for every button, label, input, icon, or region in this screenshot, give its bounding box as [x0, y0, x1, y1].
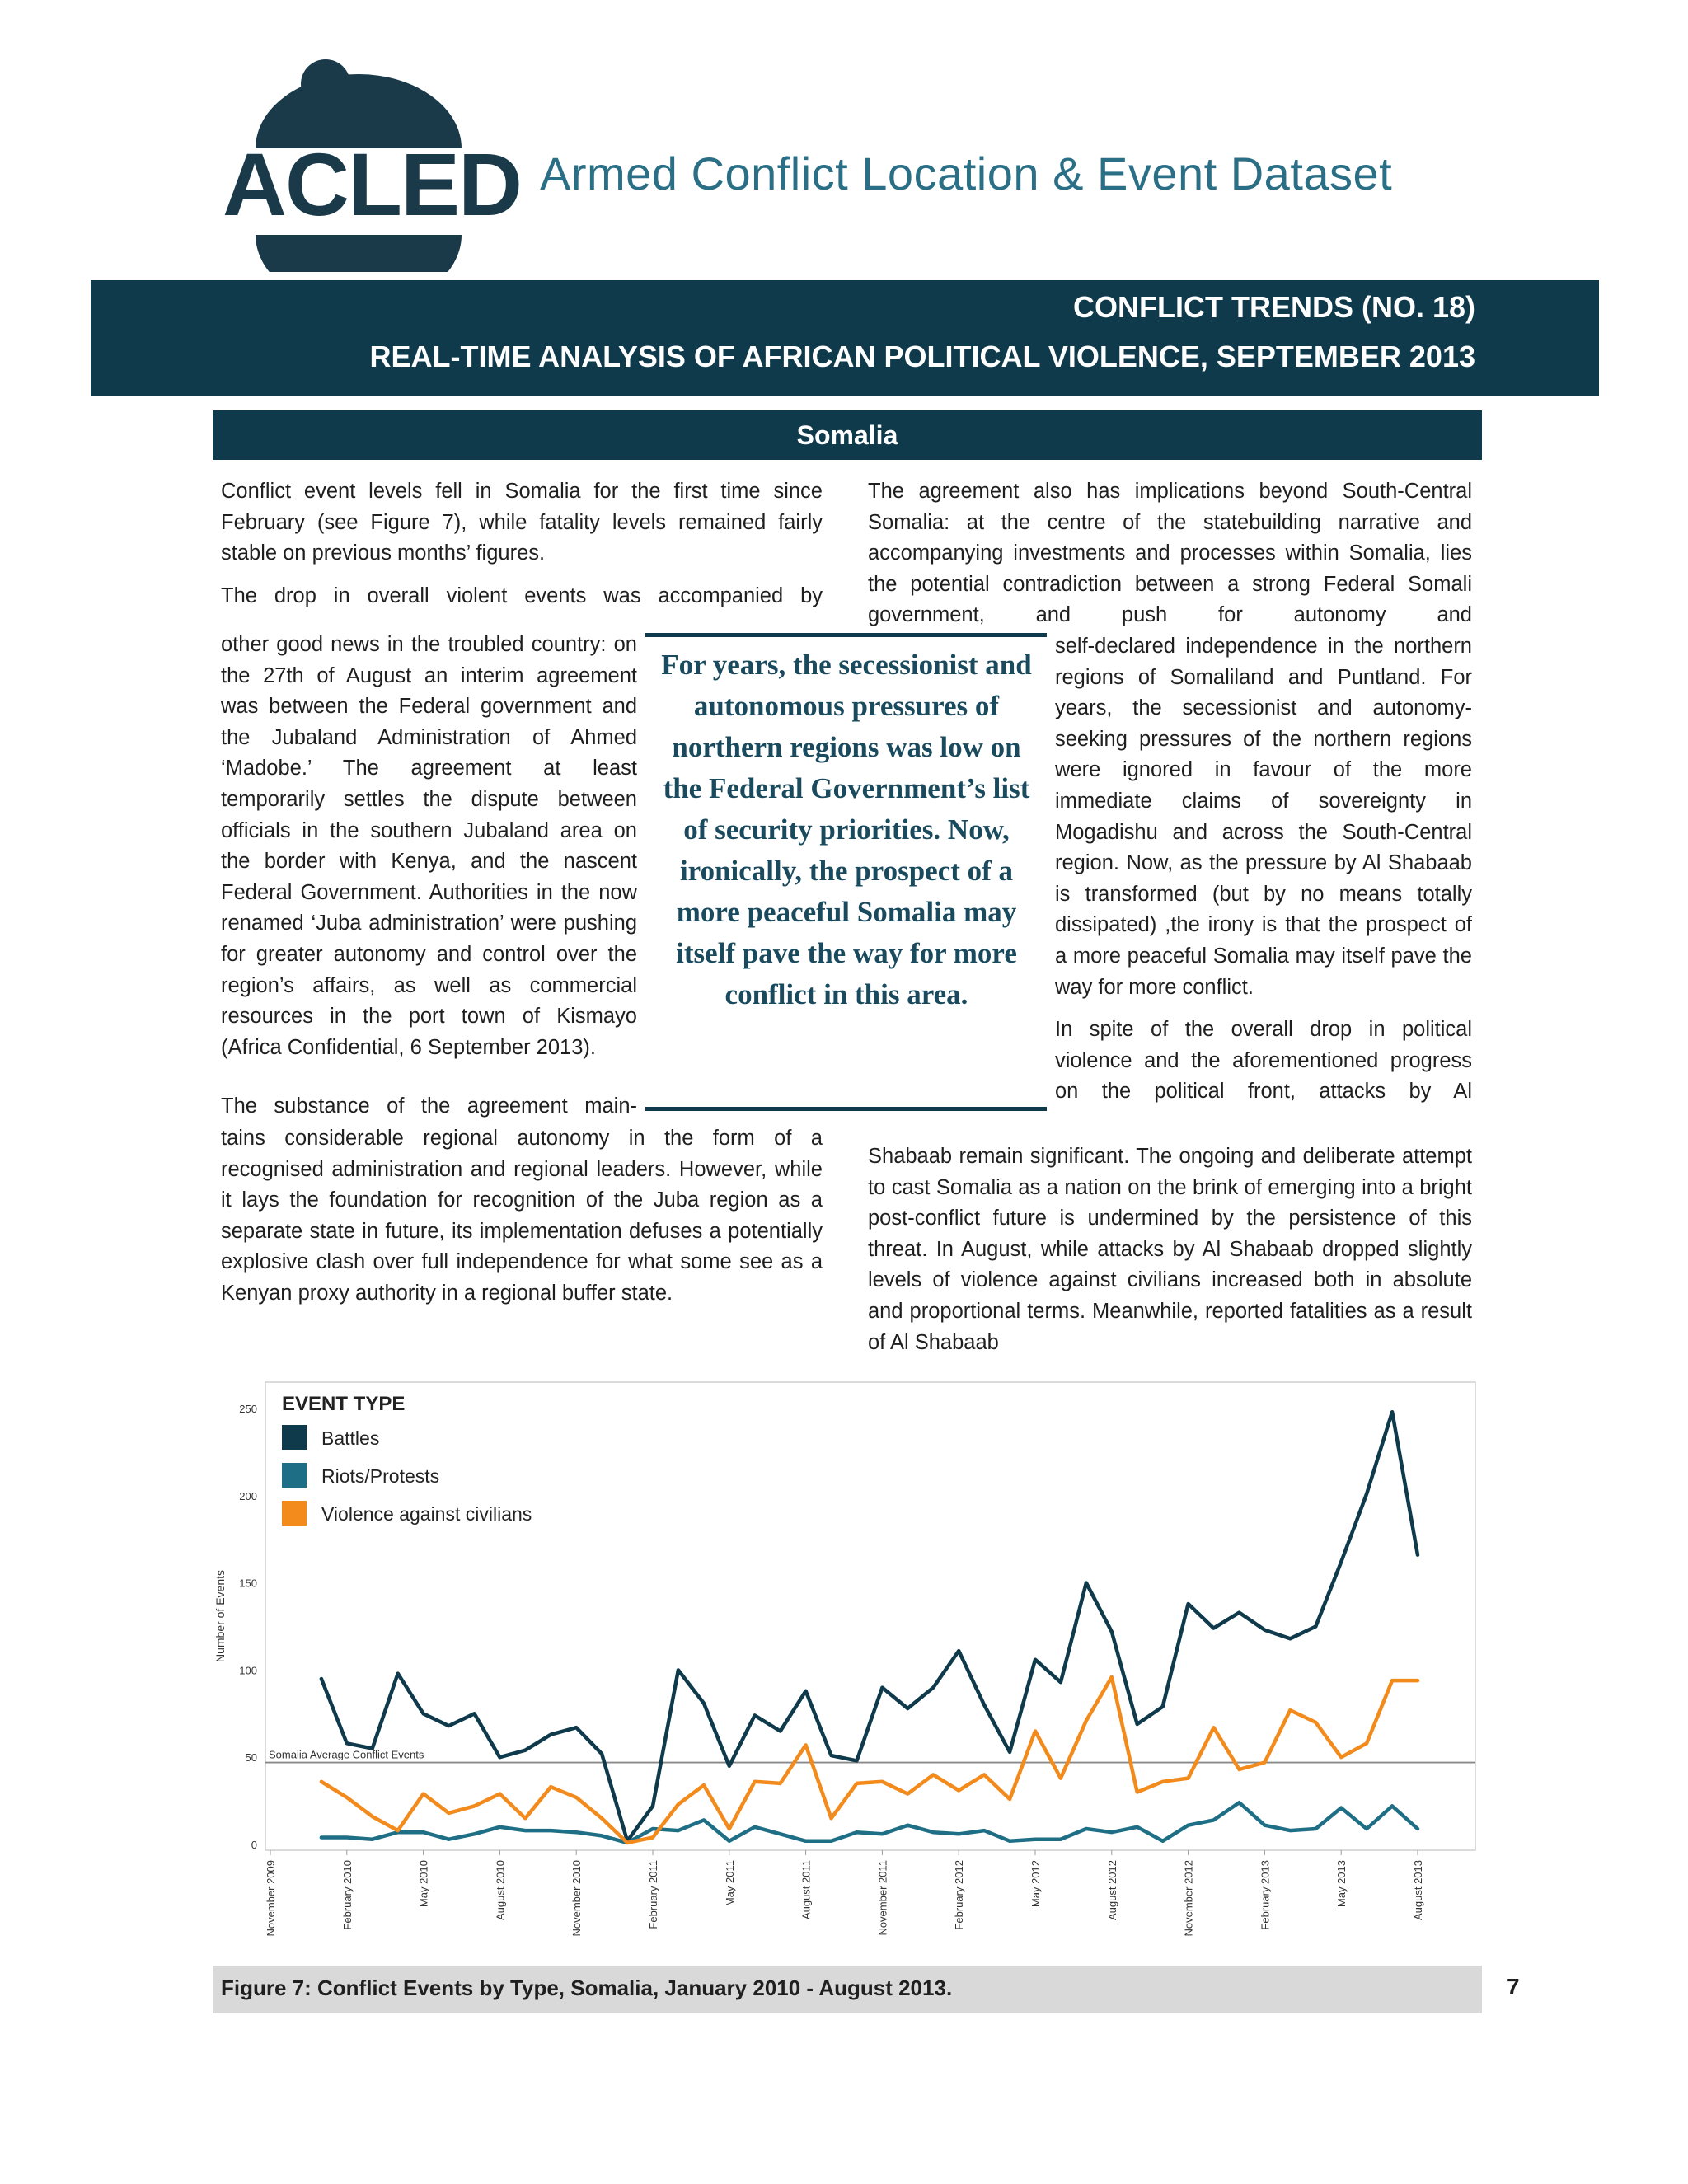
- left-paragraph-1: [221, 476, 823, 623]
- legend-title: EVENT TYPE: [282, 1393, 406, 1415]
- page-number: 7: [1507, 1974, 1520, 1999]
- x-tick-label: November 2011: [876, 1860, 889, 1936]
- agreement-paragraph: other good news in the troubled country: on the 27th of August an interim agreement was between the Federal government and the Jubaland Administration of Ahmed ‘Madobe.’ The agreement at least temporarily settles the dispute between officials in the southern Jubaland area on the border with Kenya, and the nascent Federal Government. Authorities in the now renamed ‘Juba administration’ were pushing for greater autonomy and control over the region’s affairs, as well as commercial resources in the port town of Kismayo (Africa Confidential, 6 September 2013).: [221, 633, 637, 1059]
- conflict-events-chart: [206, 1372, 1484, 1949]
- organization-name: Armed Conflict Location & Event Dataset: [540, 148, 1393, 199]
- y-tick-label: 250: [239, 1403, 257, 1415]
- pull-quote-top-rule: [645, 633, 1047, 637]
- pull-quote: For years, the secessionist and autonomous pressures of northern regions was low on the Federal Government’s list of security priorities. Now, ironically, the prospect of a more peaceful Somalia may itself pave the way for more conflict in this area.: [661, 649, 1032, 1010]
- figure-caption-bar: [213, 1966, 1482, 2013]
- x-tick-label: May 2013: [1335, 1860, 1348, 1908]
- report-subtitle: REAL-TIME ANALYSIS OF AFRICAN POLITICAL VIOLENCE, SEPTEMBER 2013: [369, 340, 1475, 373]
- substance-paragraph: tains considerable regional autonomy in the form of a recognised administration and regional leaders. However, while it lays the foundation for recognition of the Juba region as a separate state in future, its implementation defuses a potentially explosive clash over full independence for what some see as a Kenyan proxy authority in a regional buffer state.: [221, 1127, 823, 1305]
- left-paragraph-3: [221, 1123, 823, 1321]
- legend-swatch: [282, 1463, 307, 1488]
- x-tick-label: November 2012: [1182, 1860, 1195, 1937]
- y-tick-label: 0: [251, 1839, 257, 1851]
- x-tick-label: August 2010: [494, 1860, 507, 1921]
- legend-label: Battles: [321, 1427, 380, 1449]
- acled-logo: [223, 58, 521, 272]
- legend-label: Violence against civilians: [321, 1503, 532, 1525]
- x-tick-label: August 2013: [1412, 1860, 1424, 1921]
- pull-quote-bottom-rule: [645, 1107, 1047, 1111]
- right-paragraph-3: [868, 1141, 1472, 1370]
- y-tick-label: 150: [239, 1577, 257, 1590]
- x-tick-label: May 2012: [1029, 1860, 1042, 1908]
- x-tick-label: May 2010: [417, 1860, 430, 1908]
- section-title: Somalia: [213, 410, 1482, 460]
- paragraph-2-first-line: The drop in overall violent events was accompanied by: [221, 583, 823, 607]
- legend-swatch: [282, 1425, 307, 1450]
- x-tick-label: February 2010: [340, 1860, 354, 1930]
- spite-paragraph-start: In spite of the overall drop in political violence and the aforementioned progress on the political front, attacks by Al: [1055, 1018, 1472, 1104]
- x-tick-label: February 2013: [1259, 1860, 1272, 1930]
- right-paragraph-1: [868, 476, 1472, 643]
- x-tick-label: November 2009: [265, 1860, 277, 1937]
- x-tick-label: August 2012: [1105, 1860, 1118, 1921]
- right-paragraph-2: [1055, 631, 1472, 1119]
- y-tick-label: 50: [245, 1751, 257, 1765]
- x-tick-label: August 2011: [799, 1860, 813, 1920]
- average-reference-label: Somalia Average Conflict Events: [269, 1748, 424, 1761]
- implications-paragraph: The agreement also has implications beyond South-Central Somalia: at the centre of the statebuilding narrative and accompanying investments and processes within Somalia, lies the potential contradiction between a strong Federal Somali government, and push for autonomy and: [868, 480, 1472, 627]
- chart-svg: [206, 1372, 1484, 1949]
- y-tick-label: 100: [239, 1664, 257, 1677]
- logo-wordmark: ACLED: [223, 134, 521, 234]
- x-tick-label: May 2011: [723, 1860, 736, 1907]
- x-tick-label: November 2010: [570, 1860, 584, 1937]
- intro-paragraph: Conflict event levels fell in Somalia for the first time since February (see Figure 7), while fatality levels remained fairly stable on previous months’ figures.: [221, 480, 823, 565]
- x-tick-label: February 2011: [647, 1860, 659, 1929]
- legend-swatch: [282, 1501, 307, 1526]
- chart-frame: [265, 1382, 1475, 1850]
- substance-paragraph-start: The substance of the agreement main-: [221, 1094, 637, 1118]
- legend-label: Riots/Protests: [321, 1465, 440, 1487]
- left-paragraph-2: [221, 630, 637, 1075]
- x-tick-label: February 2012: [953, 1860, 966, 1930]
- implications-paragraph-cont: self-declared independence in the northern regions of Somaliland and Puntland. For years, the secessionist and autonomy-seeking pressures of the northern regions were ignored in favour of the more immediate claims of sovereignty in Mogadishu and across the South-Central region. Now, as the pressure by Al Shabaab is transformed (but by no means totally dissipated) ,the irony is that the prospect of a more peaceful Somalia may itself pave the way for more conflict.: [1055, 635, 1472, 999]
- report-title: CONFLICT TRENDS (NO. 18): [1072, 290, 1475, 324]
- y-axis-label: Number of Events: [213, 1569, 227, 1663]
- figure-caption: Figure 7: Conflict Events by Type, Somalia, January 2010 - August 2013.: [221, 1975, 953, 2000]
- spite-paragraph: Shabaab remain significant. The ongoing and deliberate attempt to cast Somalia as a nation on the brink of emerging into a bright post-conflict future is undermined by the persistence of this threat. In August, while attacks by Al Shabaab dropped slightly levels of violence against civilians increased both in absolute and proportional terms. Meanwhile, reported fatalities as a result of Al Shabaab: [868, 1145, 1472, 1354]
- header-banner: [91, 280, 1599, 396]
- y-tick-label: 200: [239, 1489, 257, 1502]
